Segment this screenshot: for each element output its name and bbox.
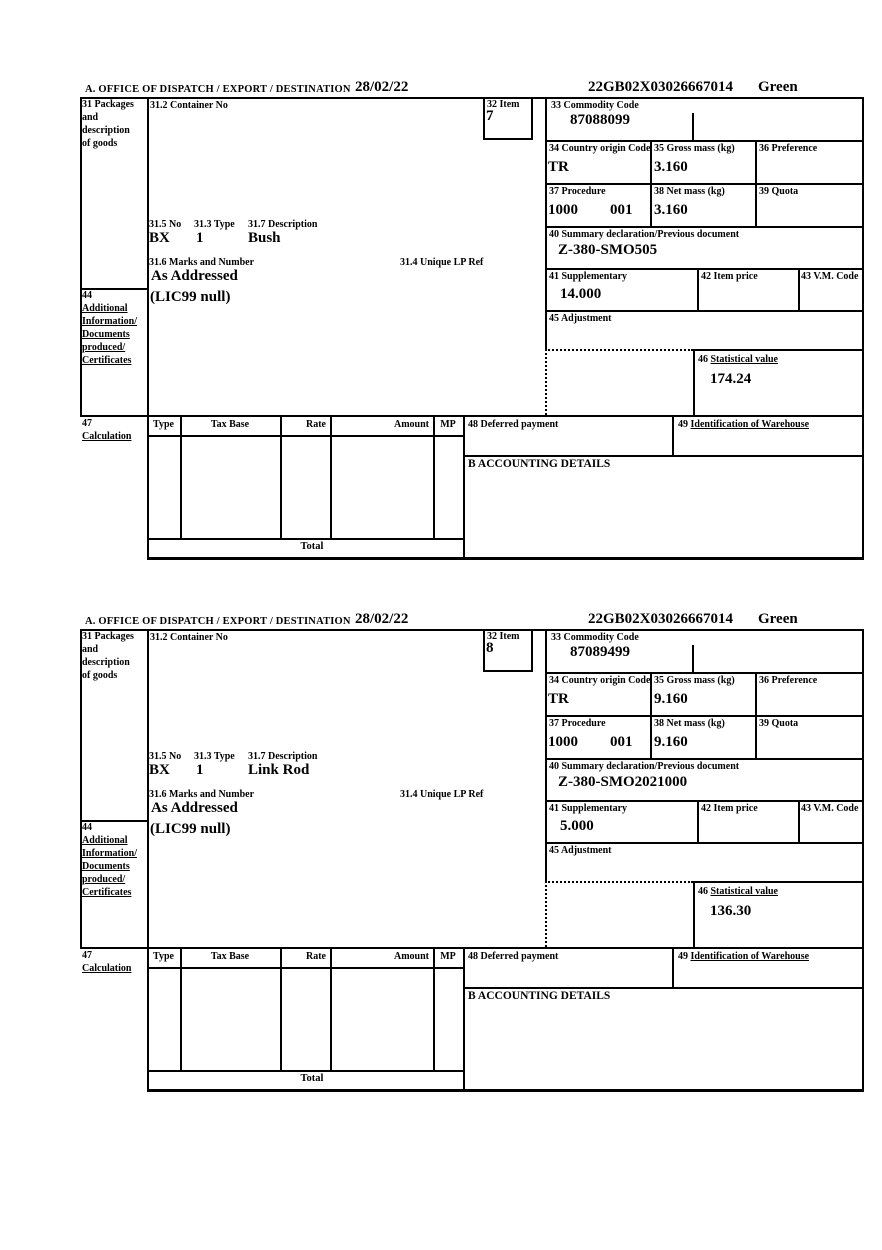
box47-no: 47 bbox=[82, 418, 92, 429]
form-rule-line bbox=[147, 1089, 864, 1092]
unique-lp-ref-label: 31.4 Unique LP Ref bbox=[400, 789, 484, 800]
goods-description-value: Link Rod bbox=[248, 762, 310, 778]
warehouse-no: 49 bbox=[678, 419, 688, 430]
form-rule-line bbox=[180, 947, 182, 1070]
movement-reference-number: 22GB02X03026667014 bbox=[588, 611, 734, 627]
form-rule-line bbox=[483, 138, 533, 140]
col-rate-label: Rate bbox=[306, 419, 326, 430]
box44-label: Additional bbox=[82, 303, 128, 314]
procedure-label: 37 Procedure bbox=[549, 718, 606, 729]
form-rule-line bbox=[545, 881, 547, 947]
form-rule-line bbox=[545, 629, 547, 881]
form-rule-line bbox=[433, 947, 435, 1070]
box31-label: description bbox=[82, 125, 130, 136]
package-no-label: 31.5 No bbox=[149, 751, 182, 762]
adjustment-label: 45 Adjustment bbox=[549, 313, 612, 324]
col-amount-label: Amount bbox=[393, 951, 429, 962]
marks-value: As Addressed bbox=[151, 800, 238, 816]
box44-label: Certificates bbox=[82, 887, 132, 898]
warehouse-label bbox=[678, 419, 809, 432]
form-rule-line bbox=[80, 947, 864, 949]
form-rule-line bbox=[147, 629, 149, 1092]
form-rule-line bbox=[330, 415, 332, 538]
form-rule-line bbox=[531, 629, 533, 670]
total-label: Total bbox=[300, 541, 324, 552]
deferred-payment-label: 48 Deferred payment bbox=[468, 951, 559, 962]
form-rule-line bbox=[755, 672, 757, 758]
country-origin-label: 34 Country origin Code bbox=[549, 143, 651, 154]
form-rule-line bbox=[147, 97, 149, 560]
statistical-value-no: 46 bbox=[698, 886, 708, 897]
form-rule-line bbox=[463, 415, 465, 560]
marks-value: As Addressed bbox=[151, 268, 238, 284]
package-type-label: 31.3 Type bbox=[194, 219, 235, 230]
box44-label: Information/ bbox=[82, 316, 137, 327]
form-rule-line bbox=[693, 349, 695, 415]
quota-label: 39 Quota bbox=[759, 186, 799, 197]
form-rule-line bbox=[463, 947, 465, 1092]
previous-document-label: 40 Summary declaration/Previous document bbox=[549, 761, 740, 772]
gross-mass-value: 3.160 bbox=[654, 159, 688, 175]
form-rule-line bbox=[545, 140, 864, 142]
procedure-label: 37 Procedure bbox=[549, 186, 606, 197]
form-rule-line bbox=[545, 310, 864, 312]
col-type-label: Type bbox=[153, 419, 174, 430]
box44-label: Information/ bbox=[82, 848, 137, 859]
country-origin-label: 34 Country origin Code bbox=[549, 675, 651, 686]
form-rule-line bbox=[545, 349, 547, 415]
item-label: 32 Item bbox=[487, 99, 520, 110]
form-rule-line bbox=[692, 645, 694, 672]
box31-label: and bbox=[82, 112, 99, 123]
routing-status: Green bbox=[758, 79, 798, 95]
form-rule-line bbox=[862, 97, 864, 560]
box47-label: Calculation bbox=[82, 431, 132, 442]
gross-mass-value: 9.160 bbox=[654, 691, 688, 707]
additional-info-value: (LIC99 null) bbox=[150, 821, 231, 837]
form-rule-line bbox=[545, 183, 864, 185]
form-rule-line bbox=[483, 670, 533, 672]
box44-label: produced/ bbox=[82, 874, 126, 885]
container-no-label: 31.2 Container No bbox=[150, 100, 228, 111]
procedure-value-2: 001 bbox=[610, 202, 633, 218]
declaration-date: 28/02/22 bbox=[355, 611, 409, 627]
preference-label: 36 Preference bbox=[759, 143, 818, 154]
form-rule-line bbox=[147, 538, 463, 540]
commodity-code-label: 33 Commodity Code bbox=[551, 100, 639, 111]
form-rule-line bbox=[147, 967, 463, 969]
form-rule-line bbox=[545, 226, 864, 228]
office-of-dispatch-label: A. OFFICE OF DISPATCH / EXPORT / DESTINATION bbox=[85, 616, 351, 627]
box31-label: 31 Packages bbox=[82, 631, 134, 642]
col-tax-base-label: Tax Base bbox=[210, 419, 250, 430]
package-type-value: 1 bbox=[196, 762, 204, 778]
form-rule-line bbox=[545, 800, 864, 802]
form-rule-line bbox=[545, 349, 693, 351]
form-rule-line bbox=[697, 800, 699, 842]
form-rule-line bbox=[545, 672, 864, 674]
form-rule-line bbox=[672, 947, 674, 987]
col-rate-label: Rate bbox=[306, 951, 326, 962]
form-rule-line bbox=[693, 881, 695, 947]
country-origin-value: TR bbox=[548, 691, 569, 707]
form-rule-line bbox=[147, 435, 463, 437]
col-type-label: Type bbox=[153, 951, 174, 962]
country-origin-value: TR bbox=[548, 159, 569, 175]
declaration-item-block bbox=[80, 80, 864, 562]
package-type-label: 31.3 Type bbox=[194, 751, 235, 762]
procedure-value: 1000 bbox=[548, 202, 578, 218]
form-rule-line bbox=[280, 415, 282, 538]
routing-status: Green bbox=[758, 611, 798, 627]
gross-mass-label: 35 Gross mass (kg) bbox=[654, 675, 735, 686]
previous-document-label: 40 Summary declaration/Previous document bbox=[549, 229, 740, 240]
box47-no: 47 bbox=[82, 950, 92, 961]
box47-label: Calculation bbox=[82, 963, 132, 974]
net-mass-label: 38 Net mass (kg) bbox=[654, 186, 725, 197]
box44-label: Additional bbox=[82, 835, 128, 846]
item-price-label: 42 Item price bbox=[701, 271, 758, 282]
item-number: 8 bbox=[486, 640, 494, 656]
form-rule-line bbox=[80, 97, 864, 99]
box31-label: of goods bbox=[82, 138, 118, 149]
form-rule-line bbox=[280, 947, 282, 1070]
preference-label: 36 Preference bbox=[759, 675, 818, 686]
form-rule-line bbox=[80, 415, 864, 417]
net-mass-value: 9.160 bbox=[654, 734, 688, 750]
form-rule-line bbox=[545, 268, 864, 270]
vm-code-label: 43 V.M. Code bbox=[801, 803, 859, 814]
procedure-value-2: 001 bbox=[610, 734, 633, 750]
package-type-value: 1 bbox=[196, 230, 204, 246]
declaration-date: 28/02/22 bbox=[355, 79, 409, 95]
box31-label: of goods bbox=[82, 670, 118, 681]
deferred-payment-label: 48 Deferred payment bbox=[468, 419, 559, 430]
net-mass-value: 3.160 bbox=[654, 202, 688, 218]
accounting-details-label: B ACCOUNTING DETAILS bbox=[468, 458, 611, 470]
box44-no: 44 bbox=[82, 290, 92, 301]
form-rule-line bbox=[693, 881, 864, 883]
statistical-value-word: Statistical value bbox=[710, 354, 778, 365]
form-rule-line bbox=[798, 268, 800, 310]
box44-label: Certificates bbox=[82, 355, 132, 366]
form-rule-line bbox=[545, 715, 864, 717]
commodity-code-value: 87089499 bbox=[570, 644, 630, 660]
form-rule-line bbox=[862, 629, 864, 1092]
form-rule-line bbox=[147, 557, 864, 560]
form-rule-line bbox=[545, 758, 864, 760]
additional-info-value: (LIC99 null) bbox=[150, 289, 231, 305]
goods-description-label: 31.7 Description bbox=[248, 751, 318, 762]
form-rule-line bbox=[672, 415, 674, 455]
warehouse-word: Identification of Warehouse bbox=[690, 419, 810, 430]
box44-label: Documents bbox=[82, 329, 130, 340]
col-mp-label: MP bbox=[440, 951, 456, 962]
item-price-label: 42 Item price bbox=[701, 803, 758, 814]
warehouse-label bbox=[678, 951, 809, 964]
box44-label: produced/ bbox=[82, 342, 126, 353]
marks-number-label: 31.6 Marks and Number bbox=[149, 789, 255, 800]
unique-lp-ref-label: 31.4 Unique LP Ref bbox=[400, 257, 484, 268]
form-rule-line bbox=[545, 881, 693, 883]
package-no-value: BX bbox=[149, 230, 170, 246]
form-rule-line bbox=[147, 1070, 463, 1072]
statistical-value-label bbox=[698, 886, 778, 899]
container-no-label: 31.2 Container No bbox=[150, 632, 228, 643]
form-rule-line bbox=[531, 97, 533, 138]
form-rule-line bbox=[80, 629, 864, 631]
procedure-value: 1000 bbox=[548, 734, 578, 750]
box31-label: and bbox=[82, 644, 99, 655]
warehouse-word: Identification of Warehouse bbox=[690, 951, 810, 962]
form-rule-line bbox=[755, 140, 757, 226]
accounting-details-label: B ACCOUNTING DETAILS bbox=[468, 990, 611, 1002]
package-no-label: 31.5 No bbox=[149, 219, 182, 230]
box31-label: 31 Packages bbox=[82, 99, 134, 110]
form-rule-line bbox=[693, 349, 864, 351]
supplementary-value: 14.000 bbox=[560, 286, 602, 302]
box44-label: Documents bbox=[82, 861, 130, 872]
form-rule-line bbox=[330, 947, 332, 1070]
form-rule-line bbox=[692, 113, 694, 140]
supplementary-label: 41 Supplementary bbox=[549, 271, 628, 282]
statistical-value-label bbox=[698, 354, 778, 367]
form-rule-line bbox=[433, 415, 435, 538]
statistical-value-no: 46 bbox=[698, 354, 708, 365]
supplementary-value: 5.000 bbox=[560, 818, 594, 834]
commodity-code-label: 33 Commodity Code bbox=[551, 632, 639, 643]
statistical-value: 174.24 bbox=[710, 371, 752, 387]
item-number: 7 bbox=[486, 108, 494, 124]
form-rule-line bbox=[483, 629, 485, 670]
col-amount-label: Amount bbox=[393, 419, 429, 430]
vm-code-label: 43 V.M. Code bbox=[801, 271, 859, 282]
goods-description-label: 31.7 Description bbox=[248, 219, 318, 230]
supplementary-label: 41 Supplementary bbox=[549, 803, 628, 814]
previous-document-value: Z-380-SMO505 bbox=[558, 242, 658, 258]
office-of-dispatch-label: A. OFFICE OF DISPATCH / EXPORT / DESTINATION bbox=[85, 84, 351, 95]
net-mass-label: 38 Net mass (kg) bbox=[654, 718, 725, 729]
total-label: Total bbox=[300, 1073, 324, 1084]
form-rule-line bbox=[483, 97, 485, 138]
box44-no: 44 bbox=[82, 822, 92, 833]
box31-label: description bbox=[82, 657, 130, 668]
form-rule-line bbox=[545, 97, 547, 349]
statistical-value: 136.30 bbox=[710, 903, 752, 919]
col-tax-base-label: Tax Base bbox=[210, 951, 250, 962]
form-rule-line bbox=[545, 842, 864, 844]
item-label: 32 Item bbox=[487, 631, 520, 642]
statistical-value-word: Statistical value bbox=[710, 886, 778, 897]
declaration-item-block bbox=[80, 612, 864, 1094]
gross-mass-label: 35 Gross mass (kg) bbox=[654, 143, 735, 154]
quota-label: 39 Quota bbox=[759, 718, 799, 729]
adjustment-label: 45 Adjustment bbox=[549, 845, 612, 856]
form-rule-line bbox=[798, 800, 800, 842]
form-rule-line bbox=[697, 268, 699, 310]
col-mp-label: MP bbox=[440, 419, 456, 430]
warehouse-no: 49 bbox=[678, 951, 688, 962]
commodity-code-value: 87088099 bbox=[570, 112, 630, 128]
previous-document-value: Z-380-SMO2021000 bbox=[558, 774, 688, 790]
movement-reference-number: 22GB02X03026667014 bbox=[588, 79, 734, 95]
form-rule-line bbox=[180, 415, 182, 538]
marks-number-label: 31.6 Marks and Number bbox=[149, 257, 255, 268]
goods-description-value: Bush bbox=[248, 230, 281, 246]
package-no-value: BX bbox=[149, 762, 170, 778]
